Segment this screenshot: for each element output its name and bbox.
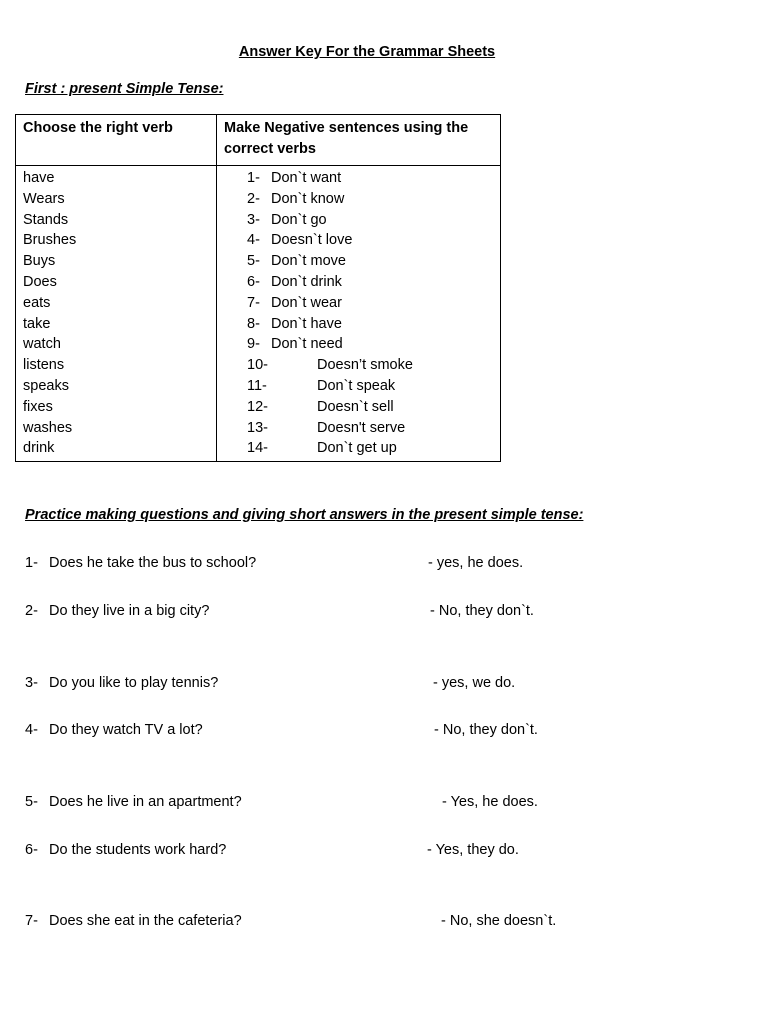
- verb-item: have: [23, 170, 55, 186]
- negative-number: 9-: [247, 336, 260, 353]
- negative-text: Doesn’t smoke: [317, 357, 413, 374]
- negative-number: 2-: [247, 190, 260, 207]
- negative-item: [224, 293, 493, 314]
- negative-number: 11-: [247, 377, 267, 394]
- verb-item: Wears: [23, 190, 65, 207]
- negative-number: 8-: [247, 315, 260, 332]
- section-heading-present-simple: First : present Simple Tense:: [25, 81, 224, 97]
- short-answer: - Yes, he does.: [442, 794, 538, 810]
- table-header-row: [16, 115, 501, 166]
- negative-item: [224, 438, 493, 459]
- verb-item: Brushes: [23, 232, 77, 249]
- negative-item: [224, 418, 493, 439]
- negative-number: 7-: [247, 294, 260, 311]
- question-number: 4-: [25, 722, 38, 738]
- negative-item: [224, 314, 493, 335]
- section-heading-questions: Practice making questions and giving short answers in the present simple tense:: [25, 507, 584, 523]
- short-answer: - No, they don`t.: [434, 722, 538, 738]
- question-number: 2-: [25, 603, 38, 619]
- question-number: 3-: [25, 675, 38, 691]
- negatives-cell: [217, 166, 501, 462]
- answer-key-table: [15, 114, 501, 462]
- verb-item: speaks: [23, 377, 69, 394]
- verb-item: listens: [23, 357, 65, 374]
- question-item: [25, 840, 725, 860]
- question-number: 7-: [25, 913, 38, 929]
- column-header-verbs: Choose the right verb: [16, 115, 217, 166]
- negative-text: Don`t need: [271, 336, 343, 353]
- question-item: [25, 720, 725, 740]
- question-text: Do they live in a big city?: [49, 603, 210, 619]
- negative-text: Don`t move: [271, 253, 346, 270]
- question-item: [25, 601, 725, 621]
- verb-item: Does: [23, 273, 57, 290]
- negative-number: 12-: [247, 398, 268, 415]
- negative-number: 5-: [247, 253, 260, 270]
- negative-number: 10-: [247, 357, 268, 374]
- short-answer: - yes, he does.: [428, 555, 524, 571]
- question-item: [25, 673, 725, 693]
- negative-item: [224, 168, 493, 189]
- negative-text: Don`t speak: [317, 377, 396, 394]
- negative-item: [224, 251, 493, 272]
- short-answer: - No, she doesn`t.: [441, 913, 557, 929]
- question-number: 1-: [25, 555, 38, 571]
- question-text: Does he live in an apartment?: [49, 794, 242, 810]
- column-header-negatives: Make Negative sentences using the correct verbs: [217, 115, 501, 166]
- question-item: [25, 911, 725, 931]
- question-text: Do the students work hard?: [49, 842, 227, 858]
- verb-item: drink: [23, 440, 55, 457]
- verb-item: watch: [23, 336, 61, 353]
- question-text: Do you like to play tennis?: [49, 675, 219, 691]
- question-text: Do they watch TV a lot?: [49, 722, 203, 738]
- negative-item: [224, 230, 493, 251]
- verb-item: eats: [23, 294, 51, 311]
- negative-text: Don`t have: [271, 315, 342, 332]
- negative-item: [224, 376, 493, 397]
- negative-item: [224, 397, 493, 418]
- verbs-cell: [16, 166, 217, 462]
- question-item: [25, 553, 725, 573]
- negative-text: Don`t drink: [271, 273, 342, 290]
- table-row: [16, 166, 501, 462]
- question-item: [25, 792, 725, 812]
- negative-text: Doesn`t sell: [317, 398, 394, 415]
- document-title: Answer Key For the Grammar Sheets: [238, 44, 496, 60]
- verb-item: take: [23, 315, 51, 332]
- negative-item: [224, 210, 493, 231]
- negative-text: Don`t want: [271, 170, 342, 186]
- question-text: Does she eat in the cafeteria?: [49, 913, 242, 929]
- question-number: 5-: [25, 794, 38, 810]
- negative-number: 13-: [247, 419, 268, 436]
- negative-item: [224, 272, 493, 293]
- verb-item: washes: [23, 419, 73, 436]
- short-answer: - Yes, they do.: [427, 842, 519, 858]
- short-answer: - yes, we do.: [433, 675, 516, 691]
- short-answer: - No, they don`t.: [430, 603, 534, 619]
- verb-item: Stands: [23, 211, 69, 228]
- negative-number: 14-: [247, 440, 268, 457]
- negative-text: Doesn`t love: [271, 232, 353, 249]
- question-text: Does he take the bus to school?: [49, 555, 257, 571]
- negative-text: Don`t wear: [271, 294, 342, 311]
- negative-number: 4-: [247, 232, 260, 249]
- negative-item: [224, 334, 493, 355]
- negative-text: Don`t get up: [317, 440, 397, 457]
- negative-number: 3-: [247, 211, 260, 228]
- negative-number: 6-: [247, 273, 260, 290]
- negative-item: [224, 355, 493, 376]
- verb-item: fixes: [23, 398, 53, 415]
- negative-text: Doesn't serve: [317, 419, 406, 436]
- verb-item: Buys: [23, 253, 56, 270]
- negative-item: [224, 189, 493, 210]
- negative-number: 1-: [247, 170, 260, 186]
- question-number: 6-: [25, 842, 38, 858]
- negative-text: Don`t know: [271, 190, 345, 207]
- negative-text: Don`t go: [271, 211, 327, 228]
